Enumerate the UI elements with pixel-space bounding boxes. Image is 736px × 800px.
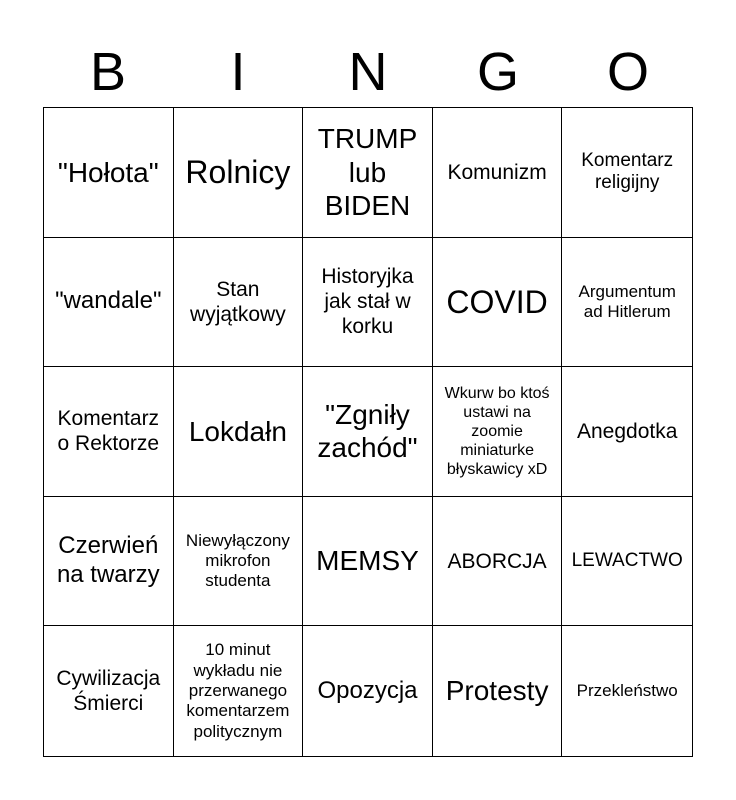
bingo-cell[interactable]	[562, 238, 692, 368]
cell-label: Protesty	[445, 675, 549, 707]
cell-label: Stan wyjątkowy	[190, 277, 286, 326]
cell-label: Historyjka jak stał w korku	[321, 265, 414, 339]
cell-label: Komunizm	[447, 160, 547, 184]
cell-label: Komentarz religijny	[581, 149, 674, 194]
bingo-cell[interactable]	[303, 108, 433, 238]
bingo-cell[interactable]	[174, 367, 304, 497]
bingo-cell[interactable]	[433, 497, 563, 627]
bingo-cell[interactable]	[562, 108, 692, 238]
bingo-cell[interactable]	[433, 238, 563, 368]
cell-label: 10 minut wykładu nie przerwanego komentarzem politycznym	[186, 640, 290, 741]
bingo-header	[43, 38, 693, 106]
bingo-cell[interactable]	[433, 367, 563, 497]
cell-label: Anegdotka	[576, 419, 678, 443]
cell-label: "wandale"	[55, 287, 162, 315]
bingo-cell[interactable]	[44, 367, 174, 497]
cell-label: Niewyłączony mikrofon studenta	[185, 530, 290, 591]
bingo-cell[interactable]	[303, 367, 433, 497]
bingo-cell[interactable]	[44, 238, 174, 368]
cell-label: LEWACTWO	[571, 549, 683, 571]
cell-label: TRUMP lub BIDEN	[317, 122, 418, 222]
header-letter-g: G	[476, 42, 519, 102]
bingo-cell[interactable]	[44, 497, 174, 627]
cell-label: "Zgniły zachód"	[317, 398, 418, 464]
bingo-cell[interactable]	[303, 626, 433, 756]
bingo-cell[interactable]	[44, 626, 174, 756]
bingo-cell[interactable]	[562, 626, 692, 756]
bingo-cell[interactable]	[303, 238, 433, 368]
bingo-cell[interactable]	[433, 108, 563, 238]
cell-label: Cywilizacja Śmierci	[56, 667, 161, 716]
cell-label: Komentarz o Rektorze	[57, 407, 160, 456]
cell-label: Argumentum ad Hitlerum	[578, 281, 676, 321]
cell-label: "Hołota"	[57, 156, 159, 188]
bingo-cell[interactable]	[174, 497, 304, 627]
bingo-cell[interactable]	[303, 497, 433, 627]
bingo-cell[interactable]	[562, 497, 692, 627]
header-letter-i: I	[230, 42, 246, 102]
cell-label: COVID	[446, 283, 548, 320]
bingo-cell[interactable]	[44, 108, 174, 238]
header-letter-b: B	[89, 42, 127, 102]
cell-label: MEMSY	[316, 545, 419, 577]
cell-label: Przekleństwo	[576, 681, 678, 700]
bingo-cell[interactable]	[174, 626, 304, 756]
cell-label: Opozycja	[317, 676, 418, 704]
header-letter-o: O	[606, 42, 649, 102]
cell-label: Wkurw bo ktoś ustawi na zoomie miniaturke błyskawicy xD	[444, 384, 550, 479]
bingo-board	[43, 107, 693, 757]
cell-label: Lokdałn	[188, 415, 287, 447]
cell-label: Rolnicy	[185, 154, 291, 191]
bingo-cell[interactable]	[174, 238, 304, 368]
cell-label: Czerwień na twarzy	[56, 532, 160, 589]
bingo-cell[interactable]	[562, 367, 692, 497]
cell-label: ABORCJA	[447, 549, 547, 573]
header-letter-n: N	[348, 42, 388, 102]
bingo-cell[interactable]	[433, 626, 563, 756]
bingo-cell[interactable]	[174, 108, 304, 238]
